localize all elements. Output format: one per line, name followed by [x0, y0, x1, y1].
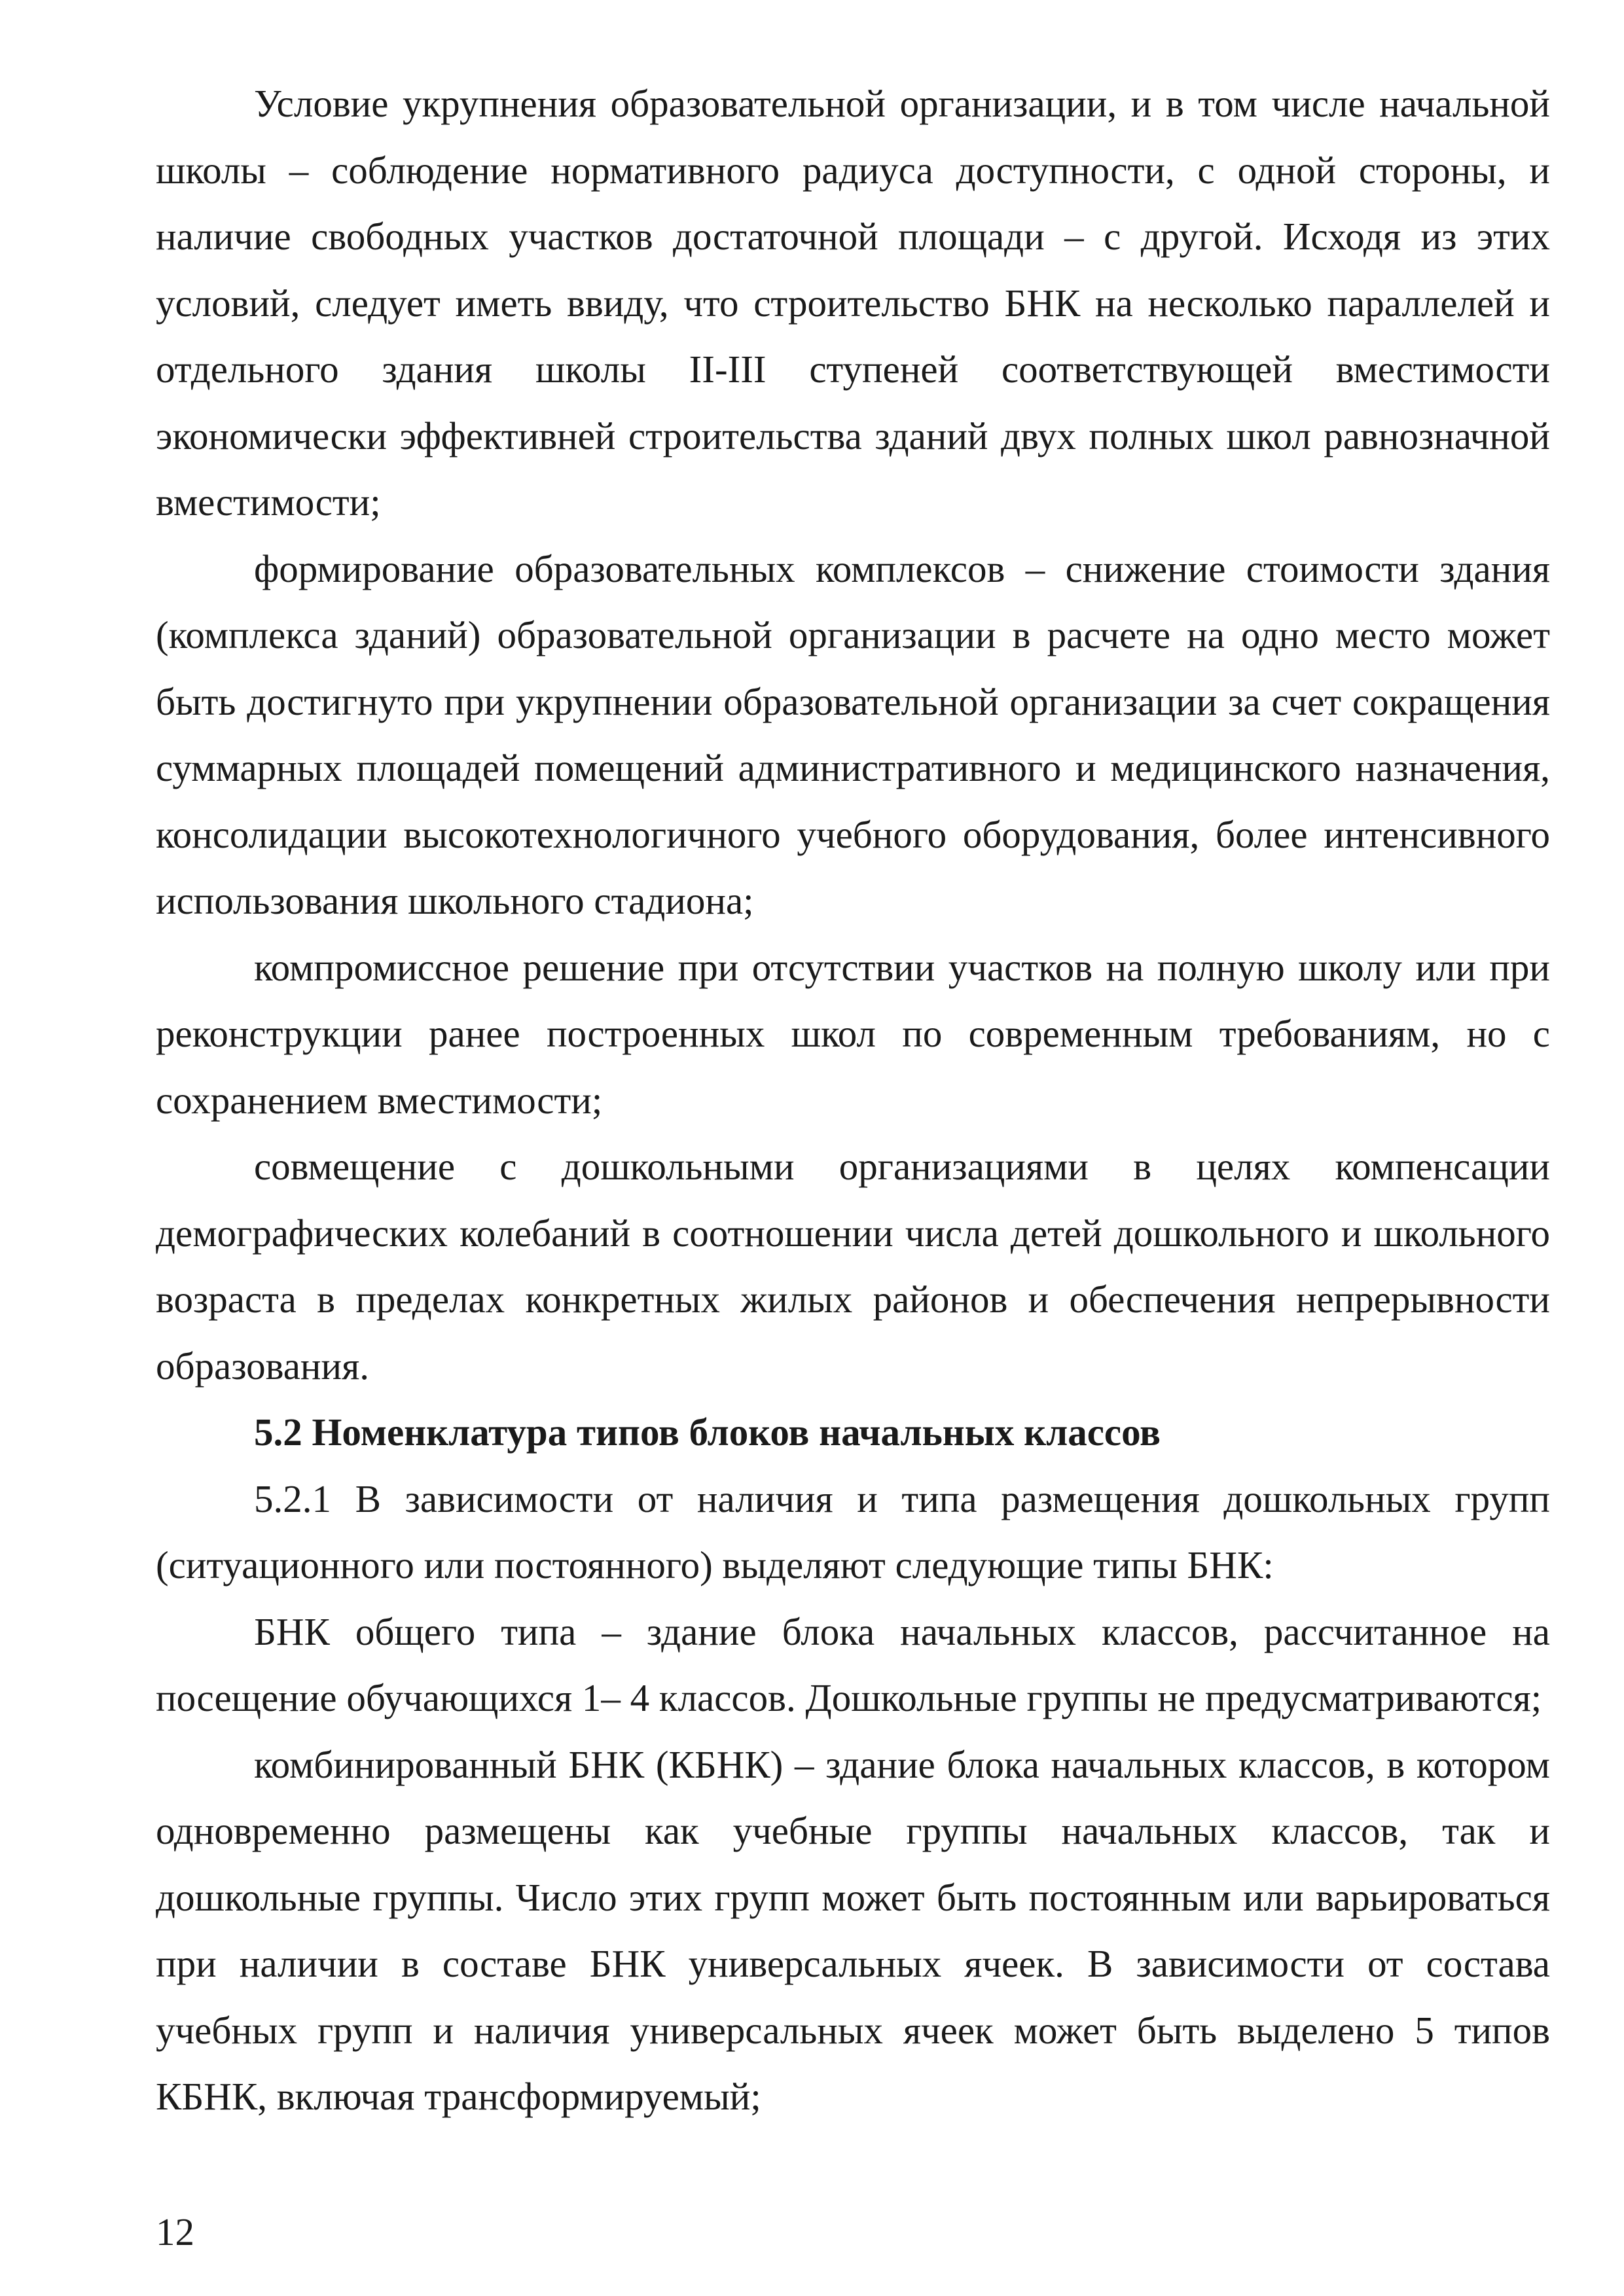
paragraph-kbnk-combined-type: комбинированный БНК (КБНК) – здание блока начальных классов, в котором одновременно размещены как учебные группы начальных классов, так и дошкольные группы. Число этих групп может быть постоянным или варьироваться при наличии в составе БНК универсальных ячеек. В зависимости от состава учебных групп и наличия универсальных ячеек может быть выделено 5 типов КБНК, включая трансформируемый;	[156, 1742, 1550, 2118]
page-body	[156, 71, 1550, 2130]
paragraph-preschool-combination: совмещение с дошкольными организациями в целях компенсации демографических колебаний в соотношении числа детей дошкольного и школьного возраста в пределах конкретных жилых районов и обеспечения непрерывности образования.	[156, 1145, 1550, 1388]
page-number: 12	[156, 2210, 194, 2253]
paragraph-bnk-types-intro: 5.2.1 В зависимости от наличия и типа размещения дошкольных групп (ситуационного или постоянного) выделяют следующие типы БНК:	[156, 1477, 1550, 1587]
paragraph-compromise-solution: компромиссное решение при отсутствии участков на полную школу или при реконструкции ранее построенных школ по современным требованиям, но с сохранением вместимости;	[156, 945, 1550, 1122]
section-heading: 5.2 Номенклатура типов блоков начальных классов	[254, 1410, 1161, 1454]
paragraph-bnk-general-type: БНК общего типа – здание блока начальных классов, рассчитанное на посещение обучающихся 1– 4 классов. Дошкольные группы не предусматриваются;	[156, 1609, 1550, 1719]
paragraph-educational-complexes: формирование образовательных комплексов – снижение стоимости здания (комплекса зданий) образовательной организации в расчете на одно место может быть достигнуто при укрупнении образовательной организации за счет сокращения суммарных площадей помещений административного и медицинского назначения, консолидации высокотехнологичного учебного оборудования, более интенсивного использования школьного стадиона;	[156, 547, 1550, 922]
paragraph-enlargement-condition: Условие укрупнения образовательной организации, и в том числе начальной школы – соблюдение нормативного радиуса доступности, с одной стороны, и наличие свободных участков достаточной площади – с другой. Исходя из этих условий, следует иметь ввиду, что строительство БНК на несколько параллелей и отдельного здания школы II-III ступеней соответствующей вместимости экономически эффективней строительства зданий двух полных школ равнозначной вместимости;	[156, 82, 1550, 524]
